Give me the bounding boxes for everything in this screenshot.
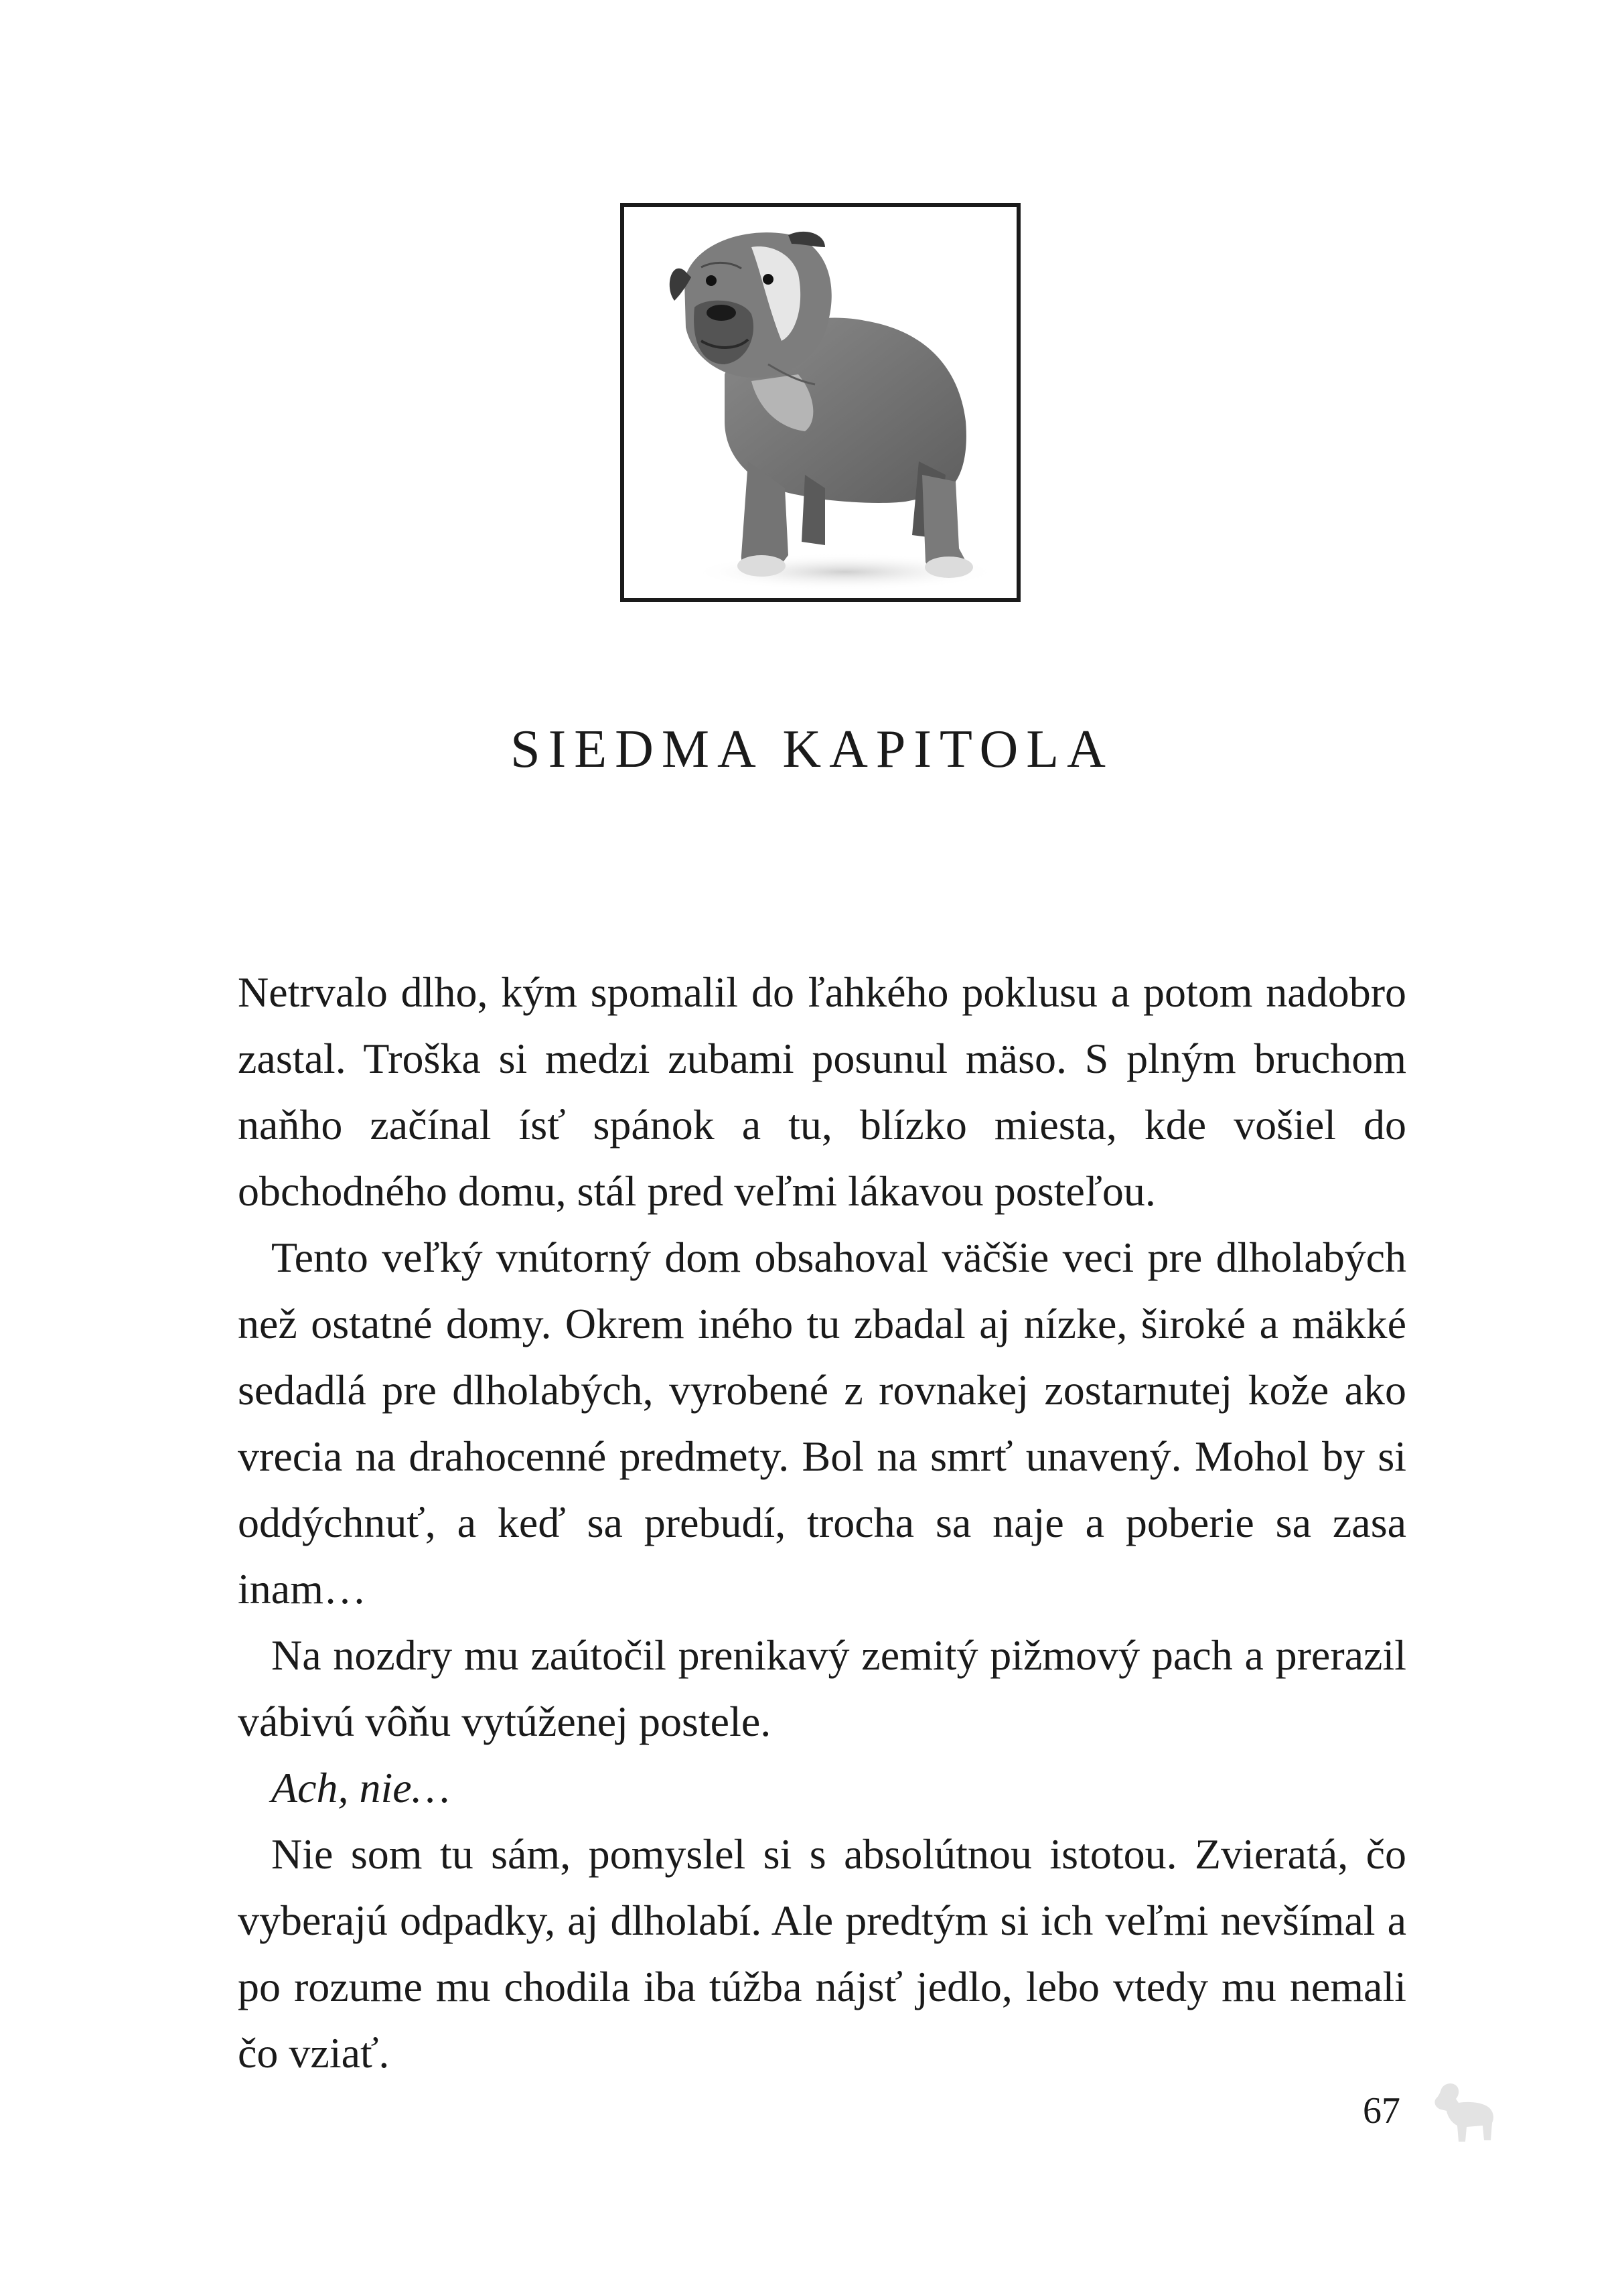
- chapter-body: [238, 959, 1406, 2086]
- paragraph: Tento veľký vnútorný dom obsahoval väčšie veci pre dlholabých než ostatné domy. Okrem iného tu zbadal aj nízke, široké a mäkké sedadlá pre dlholabých, vyrobené z rovnakej zostarnutej kože ako vrecia na drahocenné predmety. Bol na smrť unavený. Mohol by si oddýchnuť, a keď sa prebudí, trocha sa naje a poberie sa zasa inam…: [238, 1234, 1406, 1613]
- paragraph: Nie som tu sám, pomyslel si s absolútnou istotou. Zvieratá, čo vyberajú odpadky, aj dlholabí. Ale predtým si ich veľmi nevšímal a po rozume mu chodila iba túžba nájsť jedlo, lebo vtedy mu nemali čo vziať.: [238, 1830, 1406, 2077]
- dog-silhouette-icon: [1426, 2076, 1500, 2150]
- paragraph: Na nozdry mu zaútočil prenikavý zemitý pižmový pach a prerazil vábivú vôňu vytúženej postele.: [238, 1631, 1406, 1745]
- paragraph: Netrvalo dlho, kým spomalil do ľahkého poklusu a potom nadobro zastal. Troška si medzi zubami posunul mäso. S plným bruchom naňho začínal ísť spánok a tu, blízko miesta, kde vošiel do obchodného domu, stál pred veľmi lákavou posteľou.: [238, 968, 1406, 1215]
- chapter-illustration: [620, 203, 1021, 602]
- page-number: 67: [1363, 2090, 1400, 2132]
- chapter-title: SIEDMA KAPITOLA: [510, 719, 1114, 779]
- bulldog-illustration: [624, 207, 1017, 598]
- paragraph-italic: Ach, nie…: [271, 1764, 450, 1811]
